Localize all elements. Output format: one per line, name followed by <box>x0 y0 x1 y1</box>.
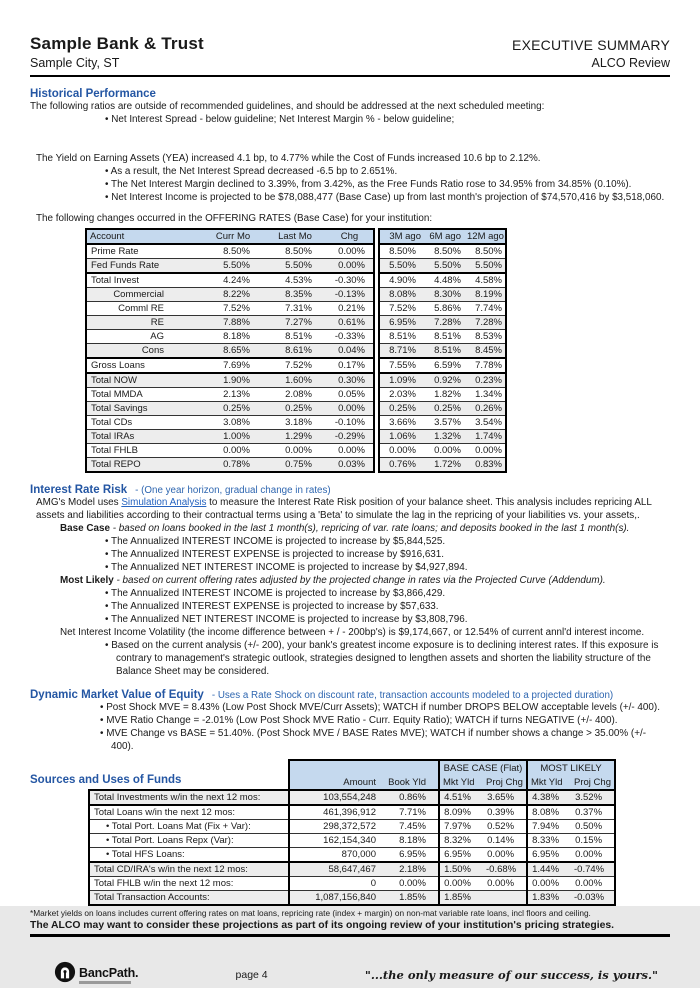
sources-row <box>89 834 615 848</box>
sources-value: 0.50% <box>571 820 615 834</box>
rates-row <box>86 273 506 288</box>
sources-row <box>89 805 615 820</box>
rates-row <box>86 302 506 316</box>
account-label: Total NOW <box>86 373 202 388</box>
col-header-proj-chg-ml: Proj Chg <box>571 775 615 790</box>
base-case-line <box>60 522 670 535</box>
volatility-line: Net Interest Income Volatility (the income difference between + / - 200bp's) is $9,174,667, or 12.54% of current annl'd interest income. <box>60 627 645 638</box>
sources-value: 0.52% <box>483 820 527 834</box>
sources-label: Total Transaction Accounts: <box>89 891 289 906</box>
rate-value: 2.08% <box>264 388 326 402</box>
rate-value: 6.59% <box>424 358 464 373</box>
rate-value: 0.05% <box>326 388 374 402</box>
logo-text-block <box>79 966 138 984</box>
rate-value: 1.74% <box>464 430 506 444</box>
sources-value: 162,154,340 <box>289 834 384 848</box>
rates-row <box>86 330 506 344</box>
rate-value: 7.52% <box>264 358 326 373</box>
rates-row <box>86 259 506 274</box>
sources-value: 0.00% <box>384 877 439 891</box>
section-heading-sources-uses: Sources and Uses of Funds <box>30 774 182 786</box>
sources-value: 0.39% <box>483 805 527 820</box>
ml-bullet-3: • The Annualized NET INTEREST INCOME is projected to increase by $3,808,796. <box>30 613 670 626</box>
account-label: AG <box>86 330 202 344</box>
rate-value: 0.21% <box>326 302 374 316</box>
rates-header-row <box>86 229 506 244</box>
rate-value: 4.90% <box>379 273 424 288</box>
sources-value: 8.08% <box>527 805 571 820</box>
most-likely-line <box>60 574 670 587</box>
sources-value: 8.09% <box>439 805 483 820</box>
section-heading-dmve <box>30 689 670 701</box>
rate-value: 8.65% <box>202 344 264 359</box>
rate-value: 0.00% <box>379 444 424 458</box>
account-label: Total Savings <box>86 402 202 416</box>
rate-value: -0.29% <box>326 430 374 444</box>
rate-value: 1.29% <box>264 430 326 444</box>
sources-value: 7.71% <box>384 805 439 820</box>
col-header-chg: Chg <box>326 229 374 244</box>
rate-value: 0.26% <box>464 402 506 416</box>
sources-value: 0.00% <box>527 877 571 891</box>
ml-bullet-1: • The Annualized INTEREST INCOME is projected to increase by $3,866,429. <box>30 587 670 600</box>
sources-row <box>89 891 615 906</box>
rate-value: 1.60% <box>264 373 326 388</box>
rate-value: 0.00% <box>326 259 374 274</box>
most-likely-desc: - based on current offering rates adjusted by the projected change in rates via the Projected Curve (Addendum). <box>113 575 606 586</box>
irr-heading-text: Interest Rate Risk <box>30 484 128 496</box>
rate-value: 0.00% <box>264 444 326 458</box>
yea-bullet-2: • The Net Interest Margin declined to 3.39%, from 3.42%, as the Free Funds Ratio rose to 34.95% from 34.85% (0.10%). <box>30 178 670 191</box>
col-header-12m-ago: 12M ago <box>464 229 506 244</box>
sources-label: Total CD/IRA's w/in the next 12 mos: <box>89 862 289 877</box>
rate-value: 4.24% <box>202 273 264 288</box>
bank-name: Sample Bank & Trust <box>30 34 204 53</box>
sources-value: 7.45% <box>384 820 439 834</box>
rate-value: 3.08% <box>202 416 264 430</box>
alco-recommendation: The ALCO may want to consider these projections as part of its ongoing review of your institution's pricing strategies. <box>30 920 670 937</box>
irr-subnote: - (One year horizon, gradual change in rates) <box>135 485 331 496</box>
section-heading-interest-rate-risk <box>30 484 670 496</box>
rate-value: 1.72% <box>424 458 464 473</box>
rate-value: 7.27% <box>264 316 326 330</box>
rate-value: 1.06% <box>379 430 424 444</box>
simulation-analysis-link[interactable]: Simulation Analysis <box>121 497 207 508</box>
sources-value: 103,554,248 <box>289 790 384 805</box>
sources-value: 1.44% <box>527 862 571 877</box>
rate-value: 0.00% <box>202 444 264 458</box>
rates-row <box>86 316 506 330</box>
blank-group-header <box>289 760 439 775</box>
rate-value: 8.51% <box>379 330 424 344</box>
account-label: Total Invest <box>86 273 202 288</box>
rates-row <box>86 458 506 473</box>
sources-value: 7.97% <box>439 820 483 834</box>
col-header-proj-chg-base: Proj Chg <box>483 775 527 790</box>
sources-value: 4.38% <box>527 790 571 805</box>
rate-value: 3.18% <box>264 416 326 430</box>
ml-bullet-2: • The Annualized INTEREST EXPENSE is projected to increase by $57,633. <box>30 600 670 613</box>
sources-value: 1.85% <box>439 891 483 906</box>
rate-value: 8.22% <box>202 288 264 302</box>
col-header-mkt-yld-base: Mkt Yld <box>439 775 483 790</box>
market-yields-footnote: *Market yields on loans includes current offering rates on mat loans, repricing rate (index + margin) on non-mat variable rate loans, incl floors and ceiling. <box>30 908 591 918</box>
rate-value: 8.51% <box>264 330 326 344</box>
account-label: Total REPO <box>86 458 202 473</box>
header-spacer <box>89 760 289 775</box>
col-header-curr-mo: Curr Mo <box>202 229 264 244</box>
rates-row <box>86 288 506 302</box>
rate-value: 1.82% <box>424 388 464 402</box>
rate-value: 7.28% <box>424 316 464 330</box>
sources-label: Total FHLB w/in the next 12 mos: <box>89 877 289 891</box>
sources-value: 1.50% <box>439 862 483 877</box>
rate-value: 4.58% <box>464 273 506 288</box>
sources-label: • Total HFS Loans: <box>89 848 289 863</box>
sources-value: 461,396,912 <box>289 805 384 820</box>
rate-value: 8.08% <box>379 288 424 302</box>
sources-value: 0.00% <box>571 848 615 863</box>
rate-value: 8.50% <box>424 244 464 259</box>
account-label: Comml RE <box>86 302 202 316</box>
rate-value: 1.32% <box>424 430 464 444</box>
sources-value: 0.00% <box>439 877 483 891</box>
sources-value: 6.95% <box>384 848 439 863</box>
dmve-subnote: - Uses a Rate Shock on discount rate, transaction accounts modeled to a projected duration) <box>211 690 614 701</box>
base-bullet-2: • The Annualized INTEREST EXPENSE is projected to increase by $916,631. <box>30 548 670 561</box>
rate-value: 7.52% <box>379 302 424 316</box>
sources-value <box>483 891 527 906</box>
rate-value: 4.48% <box>424 273 464 288</box>
rate-value: 5.50% <box>202 259 264 274</box>
sources-label: Total Investments w/in the next 12 mos: <box>89 790 289 805</box>
col-header-mkt-yld-ml: Mkt Yld <box>527 775 571 790</box>
sources-value: 0.37% <box>571 805 615 820</box>
rate-value: 0.25% <box>202 402 264 416</box>
rate-value: 0.17% <box>326 358 374 373</box>
rate-value: 0.78% <box>202 458 264 473</box>
rates-row <box>86 444 506 458</box>
rate-value: 4.53% <box>264 273 326 288</box>
account-label: Total IRAs <box>86 430 202 444</box>
rate-value: 8.51% <box>424 330 464 344</box>
rate-value: 8.45% <box>464 344 506 359</box>
document-header <box>30 34 670 77</box>
rates-row <box>86 373 506 388</box>
offering-rates-table <box>85 228 507 473</box>
rate-value: 0.25% <box>379 402 424 416</box>
sources-value: 0.86% <box>384 790 439 805</box>
account-label: Total FHLB <box>86 444 202 458</box>
sources-value: 298,372,572 <box>289 820 384 834</box>
irr-intro-pre: AMG's Model uses <box>36 497 122 508</box>
account-label: Total CDs <box>86 416 202 430</box>
rate-value: 0.30% <box>326 373 374 388</box>
rate-value: -0.10% <box>326 416 374 430</box>
rates-row <box>86 416 506 430</box>
sources-value: 0.14% <box>483 834 527 848</box>
rate-value: 8.19% <box>464 288 506 302</box>
offering-rates-intro: The following changes occurred in the OFFERING RATES (Base Case) for your institution: <box>36 213 433 224</box>
base-case-desc: - based on loans booked in the last 1 month(s), repricing of var. rate loans; and deposits booked in the last 1 month(s). <box>109 523 630 534</box>
sources-label: Total Loans w/in the next 12 mos: <box>89 805 289 820</box>
sources-value: 3.65% <box>483 790 527 805</box>
rate-value: 3.57% <box>424 416 464 430</box>
rate-value: 0.00% <box>326 402 374 416</box>
logo-wordmark: BancPath. <box>79 965 139 980</box>
sources-row <box>89 848 615 863</box>
rate-value: 1.90% <box>202 373 264 388</box>
rate-value: 0.25% <box>424 402 464 416</box>
rate-value: 5.50% <box>379 259 424 274</box>
sources-value: 8.33% <box>527 834 571 848</box>
rate-value: 8.71% <box>379 344 424 359</box>
rate-value: -0.30% <box>326 273 374 288</box>
rate-value: 7.55% <box>379 358 424 373</box>
rate-value: -0.33% <box>326 330 374 344</box>
sources-value: 2.18% <box>384 862 439 877</box>
rate-value: 8.50% <box>464 244 506 259</box>
sources-value: 8.18% <box>384 834 439 848</box>
group-header-most-likely: MOST LIKELY <box>527 760 615 775</box>
rate-value: 8.30% <box>424 288 464 302</box>
rates-row <box>86 358 506 373</box>
sources-row <box>89 820 615 834</box>
dmve-bullet-3: • MVE Change vs BASE = 51.40%. (Post Shock MVE / BASE Rates MVE); WATCH if number shows a change > 35.00% (+/- 400). <box>30 727 670 753</box>
sources-value: 1.83% <box>527 891 571 906</box>
base-bullet-1: • The Annualized INTEREST INCOME is projected to increase by $5,844,525. <box>30 535 670 548</box>
sources-group-header-row <box>89 760 615 775</box>
rate-value: 0.04% <box>326 344 374 359</box>
rate-value: 8.50% <box>379 244 424 259</box>
bank-city: Sample City, ST <box>30 56 120 70</box>
col-header-account: Account <box>86 229 202 244</box>
base-case-label: Base Case <box>60 523 110 534</box>
rates-row <box>86 430 506 444</box>
col-header-amount: Amount <box>289 775 384 790</box>
account-label: Total MMDA <box>86 388 202 402</box>
sources-row <box>89 790 615 805</box>
rate-value: 5.50% <box>424 259 464 274</box>
most-likely-label: Most Likely <box>60 575 114 586</box>
guideline-bullet: • Net Interest Spread - below guideline; Net Interest Margin % - below guideline; <box>30 113 670 126</box>
rate-value: 8.50% <box>264 244 326 259</box>
page-footer <box>30 961 670 988</box>
rate-value: 2.03% <box>379 388 424 402</box>
irr-intro-post: to measure the Interest Rate Risk position of your balance sheet. This analysis includes repricing ALL assets and liabilities according to their contractual terms using a 'Beta' to simulate the lag in the repricing of your liabilities vs. your assets,. <box>36 497 652 521</box>
yea-line: The Yield on Earning Assets (YEA) increased 4.1 bp, to 4.77% while the Cost of Funds increased 10.6 bp to 2.12%. <box>36 153 541 164</box>
bancpath-logo-icon <box>54 961 76 988</box>
rate-value: 5.86% <box>424 302 464 316</box>
rate-value: 5.50% <box>464 259 506 274</box>
rate-value: 1.34% <box>464 388 506 402</box>
rate-value: 0.23% <box>464 373 506 388</box>
rate-value: 8.35% <box>264 288 326 302</box>
account-label: Gross Loans <box>86 358 202 373</box>
account-label: Commercial <box>86 288 202 302</box>
rates-row <box>86 402 506 416</box>
report-subtitle: ALCO Review <box>591 56 670 70</box>
col-header-last-mo: Last Mo <box>264 229 326 244</box>
yea-bullet-1: • As a result, the Net Interest Spread decreased -6.5 bp to 2.651%. <box>30 165 670 178</box>
account-label: Fed Funds Rate <box>86 259 202 274</box>
sources-value: 1,087,156,840 <box>289 891 384 906</box>
col-header-6m-ago: 6M ago <box>424 229 464 244</box>
rate-value: 7.78% <box>464 358 506 373</box>
rate-value: 1.00% <box>202 430 264 444</box>
rate-value: 7.28% <box>464 316 506 330</box>
account-label: Cons <box>86 344 202 359</box>
sources-label: • Total Port. Loans Repx (Var): <box>89 834 289 848</box>
rate-value: 7.52% <box>202 302 264 316</box>
header-right <box>512 37 670 70</box>
rate-value: -0.13% <box>326 288 374 302</box>
sources-value: 3.52% <box>571 790 615 805</box>
dmve-heading-text: Dynamic Market Value of Equity <box>30 689 204 701</box>
rate-value: 6.95% <box>379 316 424 330</box>
rate-value: 8.51% <box>424 344 464 359</box>
sources-value: -0.68% <box>483 862 527 877</box>
rate-value: 0.00% <box>326 444 374 458</box>
rate-value: 0.00% <box>424 444 464 458</box>
sources-row <box>89 877 615 891</box>
sources-value: 6.95% <box>527 848 571 863</box>
rate-value: 0.83% <box>464 458 506 473</box>
volatility-bullet: • Based on the current analysis (+/- 200), your bank's greatest income exposure is to declining interest rates. If this exposure is contrary to management's strategic outlook, strategies designed to lengthen assets and shorten the liability structure of the Balance Sheet may be considered. <box>30 639 670 678</box>
sources-row <box>89 862 615 877</box>
sources-value: 1.85% <box>384 891 439 906</box>
sources-value: 7.94% <box>527 820 571 834</box>
logo-tagline <box>79 981 131 984</box>
rate-value: 8.53% <box>464 330 506 344</box>
sources-value: 6.95% <box>439 848 483 863</box>
sources-value: 0.00% <box>483 848 527 863</box>
sources-value: 0.00% <box>483 877 527 891</box>
rate-value: 1.09% <box>379 373 424 388</box>
sources-value: 8.32% <box>439 834 483 848</box>
rate-value: 7.69% <box>202 358 264 373</box>
rate-value: 0.76% <box>379 458 424 473</box>
rate-value: 8.61% <box>264 344 326 359</box>
col-header-book-yld: Book Yld <box>384 775 439 790</box>
footer-quote: "...the only measure of our success, is yours." <box>364 967 658 982</box>
report-title: EXECUTIVE SUMMARY <box>512 37 670 53</box>
rate-value: 8.50% <box>202 244 264 259</box>
sources-value: 0.00% <box>571 877 615 891</box>
rate-value: 2.13% <box>202 388 264 402</box>
bancpath-logo <box>54 961 138 988</box>
rate-value: 3.54% <box>464 416 506 430</box>
rate-value: 0.92% <box>424 373 464 388</box>
sources-value: 0.15% <box>571 834 615 848</box>
dmve-bullet-1: • Post Shock MVE = 8.43% (Low Post Shock MVE/Curr Assets); WATCH if number DROPS BELOW acceptable levels (+/- 400). <box>30 701 670 714</box>
sources-value: -0.74% <box>571 862 615 877</box>
account-label: RE <box>86 316 202 330</box>
rate-value: 5.50% <box>264 259 326 274</box>
rate-value: 7.31% <box>264 302 326 316</box>
rate-value: 0.03% <box>326 458 374 473</box>
account-label: Prime Rate <box>86 244 202 259</box>
irr-intro <box>36 496 670 522</box>
rates-row <box>86 388 506 402</box>
section-heading-historical-performance: Historical Performance <box>30 88 156 100</box>
rate-value: 0.75% <box>264 458 326 473</box>
sources-value: 4.51% <box>439 790 483 805</box>
rate-value: 0.00% <box>464 444 506 458</box>
rate-value: 8.18% <box>202 330 264 344</box>
header-left <box>30 34 204 70</box>
rate-value: 3.66% <box>379 416 424 430</box>
group-header-base-case: BASE CASE (Flat) <box>439 760 527 775</box>
rates-row <box>86 344 506 359</box>
rate-value: 0.61% <box>326 316 374 330</box>
rates-row <box>86 244 506 259</box>
sources-value: -0.03% <box>571 891 615 906</box>
sources-label: • Total Port. Loans Mat (Fix + Var): <box>89 820 289 834</box>
dmve-bullet-2: • MVE Ratio Change = -2.01% (Low Post Shock MVE Ratio - Curr. Equity Ratio); WATCH if turns NEGATIVE (+/- 400). <box>30 714 670 727</box>
yea-bullet-3: • Net Interest Income is projected to be $78,088,477 (Base Case) up from last month's projection of $74,570,416 by $3,518,060. <box>30 191 670 204</box>
page-number: page 4 <box>235 968 268 981</box>
sources-uses-section <box>30 759 670 906</box>
sources-value: 870,000 <box>289 848 384 863</box>
rate-value: 7.88% <box>202 316 264 330</box>
sources-value: 58,647,467 <box>289 862 384 877</box>
rate-value: 7.74% <box>464 302 506 316</box>
sources-value: 0 <box>289 877 384 891</box>
col-header-3m-ago: 3M ago <box>379 229 424 244</box>
rate-value: 0.00% <box>326 244 374 259</box>
historical-intro: The following ratios are outside of recommended guidelines, and should be addressed at the next scheduled meeting: <box>30 101 545 112</box>
rate-value: 0.25% <box>264 402 326 416</box>
base-bullet-3: • The Annualized NET INTEREST INCOME is projected to increase by $4,927,894. <box>30 561 670 574</box>
